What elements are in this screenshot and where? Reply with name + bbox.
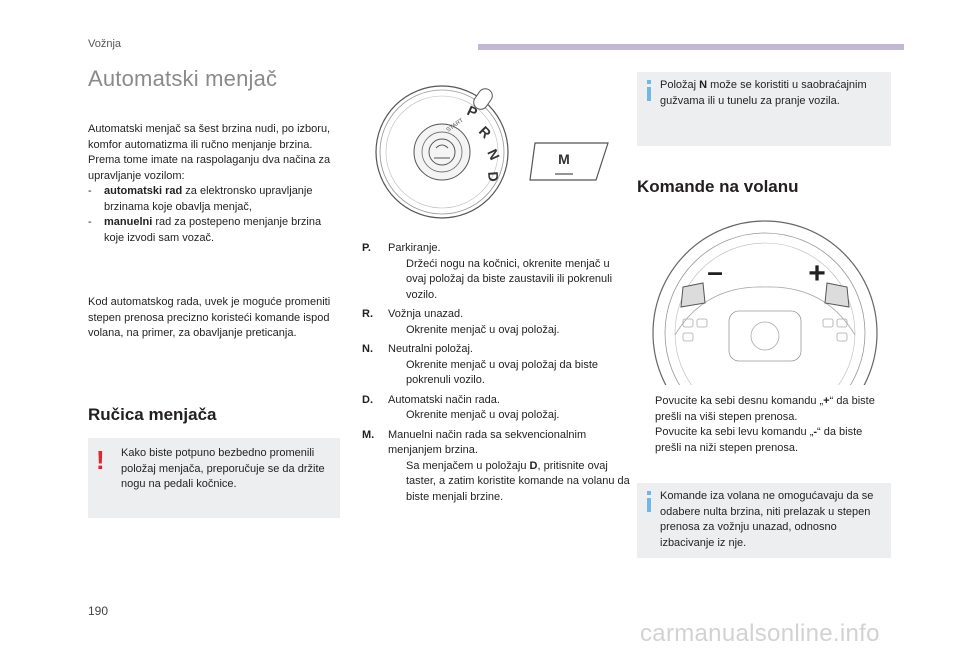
info-text-part: Položaj [660, 79, 700, 91]
info-icon [647, 491, 651, 495]
list-item-bold: - [813, 426, 818, 438]
section-heading-wheel-controls: Komande na volanu [637, 177, 799, 196]
list-item-text: rad za postepeno menjanje brzina koje izvodi sam vozač. [104, 216, 322, 244]
list-item-bold: manuelni [104, 216, 153, 228]
steering-wheel-icon [645, 215, 885, 385]
list-item-bold: automatski rad [104, 185, 183, 197]
section-label: Vožnja [88, 38, 122, 50]
definition-item [362, 393, 632, 424]
info-text-part: može se koristiti u saobraćajnim gužvama ili u tunelu za pranje vozila. [660, 79, 867, 107]
arrow-bullet-icon [388, 358, 406, 389]
definition-title: Neutralni položaj. [388, 343, 473, 355]
list-item-text: “ da biste prešli na niži stepen prenosa. [655, 426, 863, 454]
dash-bullet: - [88, 216, 92, 228]
list-item [88, 184, 342, 215]
section-heading-gear-lever: Ručica menjača [88, 405, 217, 424]
definition-item [362, 307, 632, 338]
arrow-bullet-icon [637, 425, 655, 456]
paddle-instructions [637, 394, 891, 456]
watermark: carmanualsonline.info [640, 620, 880, 647]
list-item [637, 425, 891, 456]
definition-key: N. [362, 343, 373, 355]
manual-paddle-label: M [558, 151, 570, 167]
definition-sub: Sa menjačem u položaju [406, 459, 530, 472]
info-text-bold: N [699, 79, 708, 91]
paddle-plus-label: + [808, 257, 826, 290]
list-item-text: Povucite ka sebi desnu komandu „ [655, 395, 824, 407]
definition-title: Manuelni način rada sa sekvencionalnim menjanjem brzina. [388, 428, 587, 456]
definition-sub: Okrenite menjač u ovaj položaj. [406, 409, 560, 421]
info-icon [647, 80, 651, 84]
intro-text [88, 122, 342, 246]
info-text [660, 78, 888, 109]
list-item-text: Povucite ka sebi levu komandu „ [655, 426, 814, 438]
definition-sub: Okrenite menjač u ovaj položaj. [406, 323, 560, 336]
definition-title: Automatski način rada. [388, 393, 500, 406]
definition-key: M. [362, 428, 375, 441]
intro-line-2: Prema tome imate na raspolaganju dva načina za upravljanje vozilom: [88, 154, 331, 182]
arrow-bullet-icon [388, 323, 406, 339]
definition-item [362, 241, 632, 303]
gear-selector-icon [370, 80, 610, 230]
list-item-text: “ da biste prešli na viši stepen prenosa. [655, 395, 875, 423]
list-item-text: za elektronsko upravljanje brzinama koje obavlja menjač, [104, 185, 313, 213]
list-item-bold: + [823, 395, 830, 407]
arrow-bullet-icon [388, 408, 406, 424]
arrow-bullet-icon [388, 459, 406, 506]
page-title: Automatski menjač [88, 66, 278, 91]
definition-title: Vožnja unazad. [388, 308, 464, 320]
header-accent-bar [478, 44, 904, 50]
definition-sub: Okrenite menjač u ovaj položaj da biste pokrenuli vozilo. [406, 358, 598, 386]
paddle-minus-label: – [707, 256, 723, 287]
definition-title: Parkiranje. [388, 242, 441, 254]
start-label: START [445, 117, 465, 134]
definition-sub: , pritisnite ovaj taster, a zatim koristite komande na volanu da biste menjali brzine. [406, 459, 630, 503]
info-text: Komande iza volana ne omogućavaju da se odabere nulta brzina, niti prelazak u stepen prenosa za vožnju unazad, odnosno izbacivanje iz nje. [660, 490, 874, 549]
definition-key: D. [362, 393, 373, 406]
definition-key: P. [362, 242, 371, 254]
page-number: 190 [88, 604, 109, 618]
overtaking-paragraph: Kod automatskog rada, uvek je moguće promeniti stepen prenosa precizno koristeći komande ispod volana, na primer, za obavljanje preticanja. [88, 296, 331, 339]
definition-sub-bold: D [529, 459, 538, 472]
list-item [637, 394, 891, 425]
list-item [88, 215, 342, 246]
warning-text: Kako biste potpuno bezbedno promenili položaj menjača, preporučuje se da držite nogu na pedali kočnice. [121, 447, 325, 490]
definition-item [362, 428, 632, 506]
definition-sub: Držeći nogu na kočnici, okrenite menjač u ovaj položaj da biste zaustavili ili pokrenuli vozilo. [406, 257, 613, 301]
warning-icon: ! [96, 445, 105, 475]
gear-positions-list [362, 241, 632, 509]
gear-letter-n: N [484, 146, 504, 163]
arrow-bullet-icon [388, 257, 406, 304]
definition-item [362, 342, 632, 389]
gear-letter-d: D [485, 170, 502, 183]
arrow-bullet-icon [637, 394, 655, 425]
gear-letter-p: P [464, 102, 480, 121]
gear-letter-r: R [475, 122, 495, 142]
intro-line-1: Automatski menjač sa šest brzina nudi, po izboru, komfor automatizma ili ručno menjanje brzina. [88, 123, 331, 151]
definition-key: R. [362, 308, 373, 320]
dash-bullet: - [88, 185, 92, 197]
